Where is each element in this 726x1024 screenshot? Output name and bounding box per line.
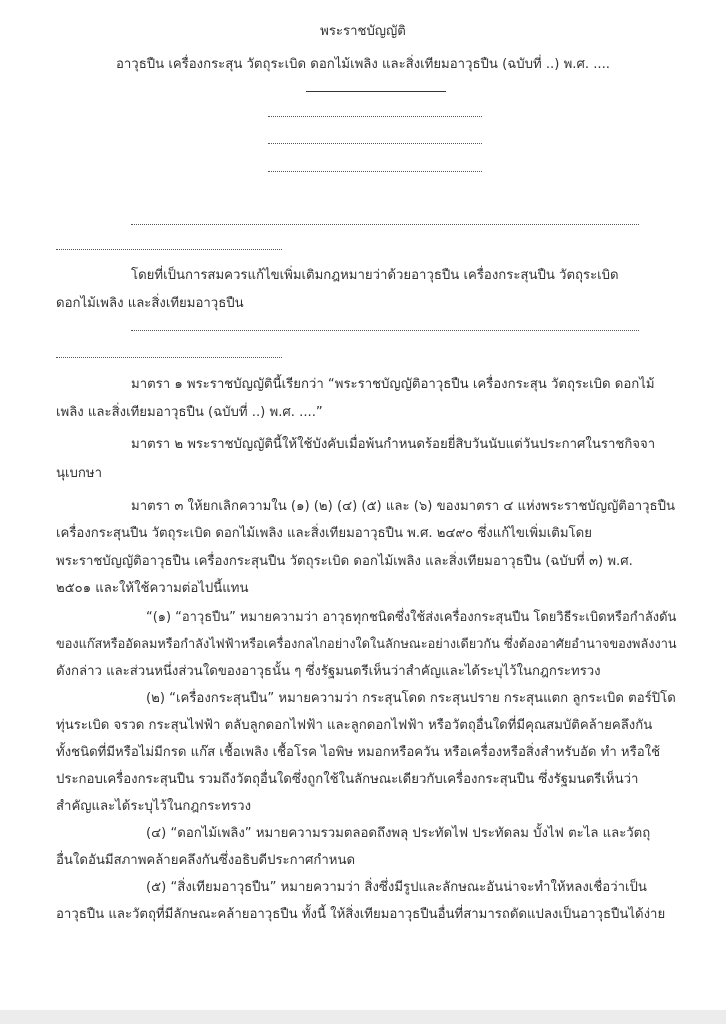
definition-2-line: ทุ่นระเบิด จรวด กระสุนไฟฟ้า ตลับลูกดอกไฟฟ้า และลูกดอกไฟฟ้า หรือวัตถุอื่นใดที่มีคุณสมบัติคล้ายคลึงกัน — [56, 718, 653, 733]
blank-line — [131, 224, 639, 225]
definition-5-line: อาวุธปืน และวัตถุที่มีลักษณะคล้ายอาวุธปืน ทั้งนี้ ให้สิ่งเทียมอาวุธปืนอื่นที่สามารถดัดแปลงเป็นอาวุธปืนได้ง่าย — [56, 907, 666, 922]
blank-line — [268, 116, 482, 117]
section-3-line: เครื่องกระสุนปืน วัตถุระเบิด ดอกไม้เพลิง และสิ่งเทียมอาวุธปืน พ.ศ. ๒๔๙๐ ซึ่งแก้ไขเพิ่มเติมโดย — [56, 526, 592, 541]
title-underline — [306, 91, 446, 92]
section-2-line: มาตรา ๒ พระราชบัญญัตินี้ให้ใช้บังคับเมื่อพ้นกำหนดร้อยยี่สิบวันนับแต่วันประกาศในราชกิจจา — [131, 437, 656, 452]
blank-line — [56, 249, 282, 250]
page-bottom-edge — [0, 1010, 726, 1024]
blank-line — [131, 330, 639, 331]
section-2-line: นุเบกษา — [56, 466, 102, 481]
definition-4-line: (๔) “ดอกไม้เพลิง” หมายความรวมตลอดถึงพลุ ประทัดไฟ ประทัดลม บั้งไฟ ตะไล และวัตถุ — [146, 826, 651, 841]
definition-4-line: อื่นใดอันมีสภาพคล้ายคลึงกันซึ่งอธิบดีประกาศกำหนด — [56, 853, 356, 868]
blank-line — [56, 357, 282, 358]
definition-2-line: ทั้งชนิดที่มีหรือไม่มีกรด แก๊ส เชื้อเพลิง เชื้อโรค ไอพิษ หมอกหรือควัน หรือเครื่องหรือสิ่งสำหรับอัด ทำ หรือใช้ — [56, 745, 661, 760]
definition-1-line: “(๑) “อาวุธปืน” หมายความว่า อาวุธทุกชนิดซึ่งใช้ส่งเครื่องกระสุนปืน โดยวิธีระเบิดหรือกำลังดัน — [146, 610, 677, 625]
definition-2-line: (๒) “เครื่องกระสุนปืน” หมายความว่า กระสุนโดด กระสุนปราย กระสุนแตก ลูกระเบิด ตอร์ปิโด — [146, 691, 676, 706]
blank-line — [268, 143, 482, 144]
section-3-line: พระราชบัญญัติอาวุธปืน เครื่องกระสุนปืน วัตถุระเบิด ดอกไม้เพลิง และสิ่งเทียมอาวุธปืน (ฉบับที่ ๓) พ.ศ. — [56, 554, 633, 569]
section-1-line: มาตรา ๑ พระราชบัญญัตินี้เรียกว่า “พระราชบัญญัติอาวุธปืน เครื่องกระสุน วัตถุระเบิด ดอกไม้ — [131, 377, 655, 392]
definition-5-line: (๕) “สิ่งเทียมอาวุธปืน” หมายความว่า สิ่งซึ่งมีรูปและลักษณะอันน่าจะทำให้หลงเชื่อว่าเป็น — [146, 880, 647, 895]
section-1-line: เพลิง และสิ่งเทียมอาวุธปืน (ฉบับที่ ..) พ.ศ. ....” — [56, 405, 323, 420]
document-subtitle: อาวุธปืน เครื่องกระสุน วัตถุระเบิด ดอกไม้เพลิง และสิ่งเทียมอาวุธปืน (ฉบับที่ ..) พ.ศ. .... — [115, 57, 610, 72]
section-3-line: มาตรา ๓ ให้ยกเลิกความใน (๑) (๒) (๔) (๕) และ (๖) ของมาตรา ๔ แห่งพระราชบัญญัติอาวุธปืน — [131, 499, 675, 514]
definition-2-line: สำคัญและได้ระบุไว้ในกฎกระทรวง — [56, 799, 252, 814]
definition-1-line: ดังกล่าว และส่วนหนึ่งส่วนใดของอาวุธนั้น ๆ ซึ่งรัฐมนตรีเห็นว่าสำคัญและได้ระบุไว้ในกฎกระทรวง — [56, 664, 601, 679]
preamble-line: ดอกไม้เพลิง และสิ่งเทียมอาวุธปืน — [56, 296, 244, 311]
section-3-line: ๒๕๐๑ และให้ใช้ความต่อไปนี้แทน — [56, 581, 249, 596]
document-title: พระราชบัญญัติ — [320, 24, 406, 39]
blank-line — [268, 171, 482, 172]
definition-2-line: ประกอบเครื่องกระสุนปืน รวมถึงวัตถุอื่นใดซึ่งถูกใช้ในลักษณะเดียวกับเครื่องกระสุนปืน ซึ่งรัฐมนตรีเห็นว่า — [56, 772, 639, 787]
preamble-line: โดยที่เป็นการสมควรแก้ไขเพิ่มเติมกฎหมายว่าด้วยอาวุธปืน เครื่องกระสุนปืน วัตถุระเบิด — [131, 268, 619, 283]
definition-1-line: ของแก๊สหรืออัดลมหรือกำลังไฟฟ้าหรือเครื่องกลไกอย่างใดในลักษณะอย่างเดียวกัน ซึ่งต้องอาศัยอำนาจของพลังงาน — [56, 637, 677, 652]
